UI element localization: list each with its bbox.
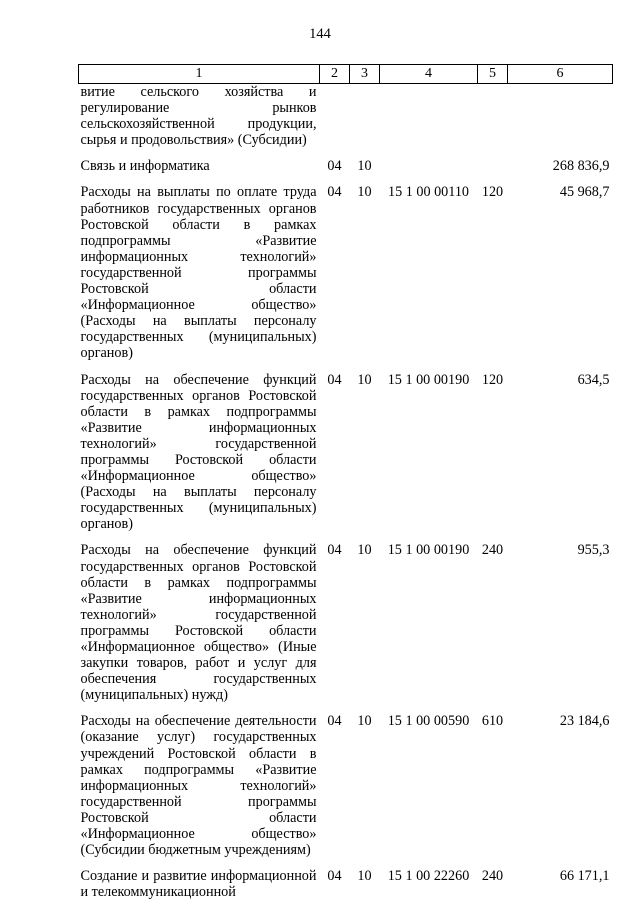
row-amount: 955,3	[508, 542, 613, 713]
table-row	[79, 184, 613, 371]
row-amount: 45 968,7	[508, 184, 613, 371]
row-target-code: 15 1 00 00110	[380, 184, 478, 371]
table-header	[79, 65, 613, 84]
table-body	[79, 84, 613, 910]
budget-table	[78, 64, 613, 910]
row-expense-type	[478, 84, 508, 159]
row-target-code: 15 1 00 22260	[380, 868, 478, 910]
table-row	[79, 868, 613, 910]
header-col-1: 1	[79, 65, 320, 84]
row-expense-type: 120	[478, 372, 508, 543]
row-section: 04	[320, 542, 350, 713]
header-col-5: 5	[478, 65, 508, 84]
row-subsection: 10	[350, 542, 380, 713]
row-section: 04	[320, 184, 350, 371]
row-amount: 66 171,1	[508, 868, 613, 910]
row-amount	[508, 84, 613, 159]
row-name: витие сельского хозяйства и регулирование рынков сельскохозяйственной продукции, сырья и продовольствия» (Субсидии)	[79, 84, 320, 159]
table-row	[79, 713, 613, 868]
row-subsection: 10	[350, 158, 380, 184]
budget-table-container	[78, 64, 612, 910]
row-target-code: 15 1 00 00190	[380, 542, 478, 713]
row-section: 04	[320, 713, 350, 868]
row-section	[320, 84, 350, 159]
row-amount: 634,5	[508, 372, 613, 543]
row-subsection: 10	[350, 868, 380, 910]
row-expense-type: 120	[478, 184, 508, 371]
row-expense-type: 240	[478, 542, 508, 713]
row-section: 04	[320, 868, 350, 910]
row-subsection: 10	[350, 713, 380, 868]
table-row	[79, 158, 613, 184]
row-name: Расходы на выплаты по оплате труда работников государственных органов Ростовской области в рамках подпрограммы «Развитие информационных технологий» государственной программы Ростовской области «Информационное общество» (Расходы на выплаты персоналу государственных (муниципальных) органов)	[79, 184, 320, 371]
row-section: 04	[320, 158, 350, 184]
row-expense-type: 240	[478, 868, 508, 910]
page-number: 144	[0, 26, 640, 43]
header-col-2: 2	[320, 65, 350, 84]
row-amount: 268 836,9	[508, 158, 613, 184]
row-subsection: 10	[350, 184, 380, 371]
header-col-4: 4	[380, 65, 478, 84]
row-subsection: 10	[350, 372, 380, 543]
row-name: Расходы на обеспечение функций государственных органов Ростовской области в рамках подпрограммы «Развитие информационных технологий» государственной программы Ростовской области «Информационное общество» (Иные закупки товаров, работ и услуг для обеспечения государственных (муниципальных) нужд)	[79, 542, 320, 713]
row-section: 04	[320, 372, 350, 543]
header-col-3: 3	[350, 65, 380, 84]
row-amount: 23 184,6	[508, 713, 613, 868]
row-expense-type: 610	[478, 713, 508, 868]
row-target-code: 15 1 00 00190	[380, 372, 478, 543]
row-name: Расходы на обеспечение функций государственных органов Ростовской области в рамках подпрограммы «Развитие информационных технологий» государственной программы Ростовской области «Информационное общество» (Расходы на выплаты персоналу государственных (муниципальных) органов)	[79, 372, 320, 543]
row-name: Создание и развитие информационной и телекоммуникационной	[79, 868, 320, 910]
row-subsection	[350, 84, 380, 159]
row-target-code	[380, 158, 478, 184]
table-row	[79, 84, 613, 159]
row-name: Расходы на обеспечение деятельности (оказание услуг) государственных учреждений Ростовской области в рамках подпрограммы «Развитие информационных технологий» государственной программы Ростовской области «Информационное общество» (Субсидии бюджетным учреждениям)	[79, 713, 320, 868]
row-target-code: 15 1 00 00590	[380, 713, 478, 868]
table-row	[79, 542, 613, 713]
header-col-6: 6	[508, 65, 613, 84]
row-expense-type	[478, 158, 508, 184]
row-target-code	[380, 84, 478, 159]
table-row	[79, 372, 613, 543]
row-name: Связь и информатика	[79, 158, 320, 184]
